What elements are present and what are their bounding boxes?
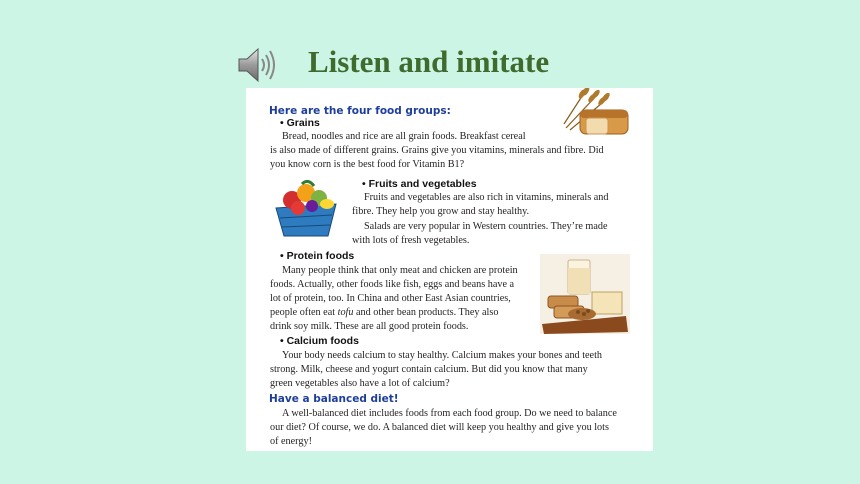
protein-text-line: drink soy milk. These are all good protein foods.: [270, 321, 469, 332]
bread-grains-image: [546, 88, 632, 142]
calcium-heading: • Calcium foods: [280, 335, 359, 347]
protein-foods-image: [540, 254, 630, 334]
grains-text-line: is also made of different grains. Grains give you vitamins, minerals and fibre. Did: [270, 145, 604, 156]
food-groups-heading: Here are the four food groups:: [269, 105, 451, 117]
calcium-text-line: Your body needs calcium to stay healthy. Calcium makes your bones and teeth: [282, 350, 602, 361]
balanced-text-line: A well-balanced diet includes foods from each food group. Do we need to balance: [282, 408, 617, 419]
balanced-text-line: of energy!: [270, 436, 312, 447]
protein-text-line: people often eat tofu and other bean products. They also: [270, 307, 499, 318]
balanced-text-line: our diet? Of course, we do. A balanced diet will keep you healthy and give you lots: [270, 422, 609, 433]
fruits-text-line: fibre. They help you grow and stay healthy.: [352, 206, 530, 217]
calcium-text-line: green vegetables also have a lot of calcium?: [270, 378, 450, 389]
grains-text-line: Bread, noodles and rice are all grain foods. Breakfast cereal: [282, 131, 526, 142]
protein-text-line: foods. Actually, other foods like fish, eggs and beans have a: [270, 279, 515, 290]
protein-text-line: lot of protein, too. In China and other East Asian countries,: [270, 293, 511, 304]
speaker-icon[interactable]: [236, 44, 278, 86]
protein-heading: • Protein foods: [280, 250, 355, 262]
fruits-heading: • Fruits and vegetables: [362, 178, 477, 190]
grains-heading: • Grains: [280, 117, 320, 129]
fruits-text-line: Fruits and vegetables are also rich in vitamins, minerals and: [364, 192, 609, 203]
fruits-text-line: with lots of fresh vegetables.: [352, 235, 470, 246]
fruit-basket-image: [272, 178, 340, 238]
fruits-text-line: Salads are very popular in Western countries. They’re made: [364, 221, 608, 232]
calcium-text-line: strong. Milk, cheese and yogurt contain calcium. But did you know that many: [270, 364, 588, 375]
protein-text-line: Many people think that only meat and chicken are protein: [282, 265, 518, 276]
grains-text-line: you know corn is the best food for Vitamin B1?: [270, 159, 465, 170]
slide-title: Listen and imitate: [308, 44, 550, 79]
textbook-page: [246, 88, 653, 451]
balanced-diet-heading: Have a balanced diet!: [269, 393, 399, 405]
